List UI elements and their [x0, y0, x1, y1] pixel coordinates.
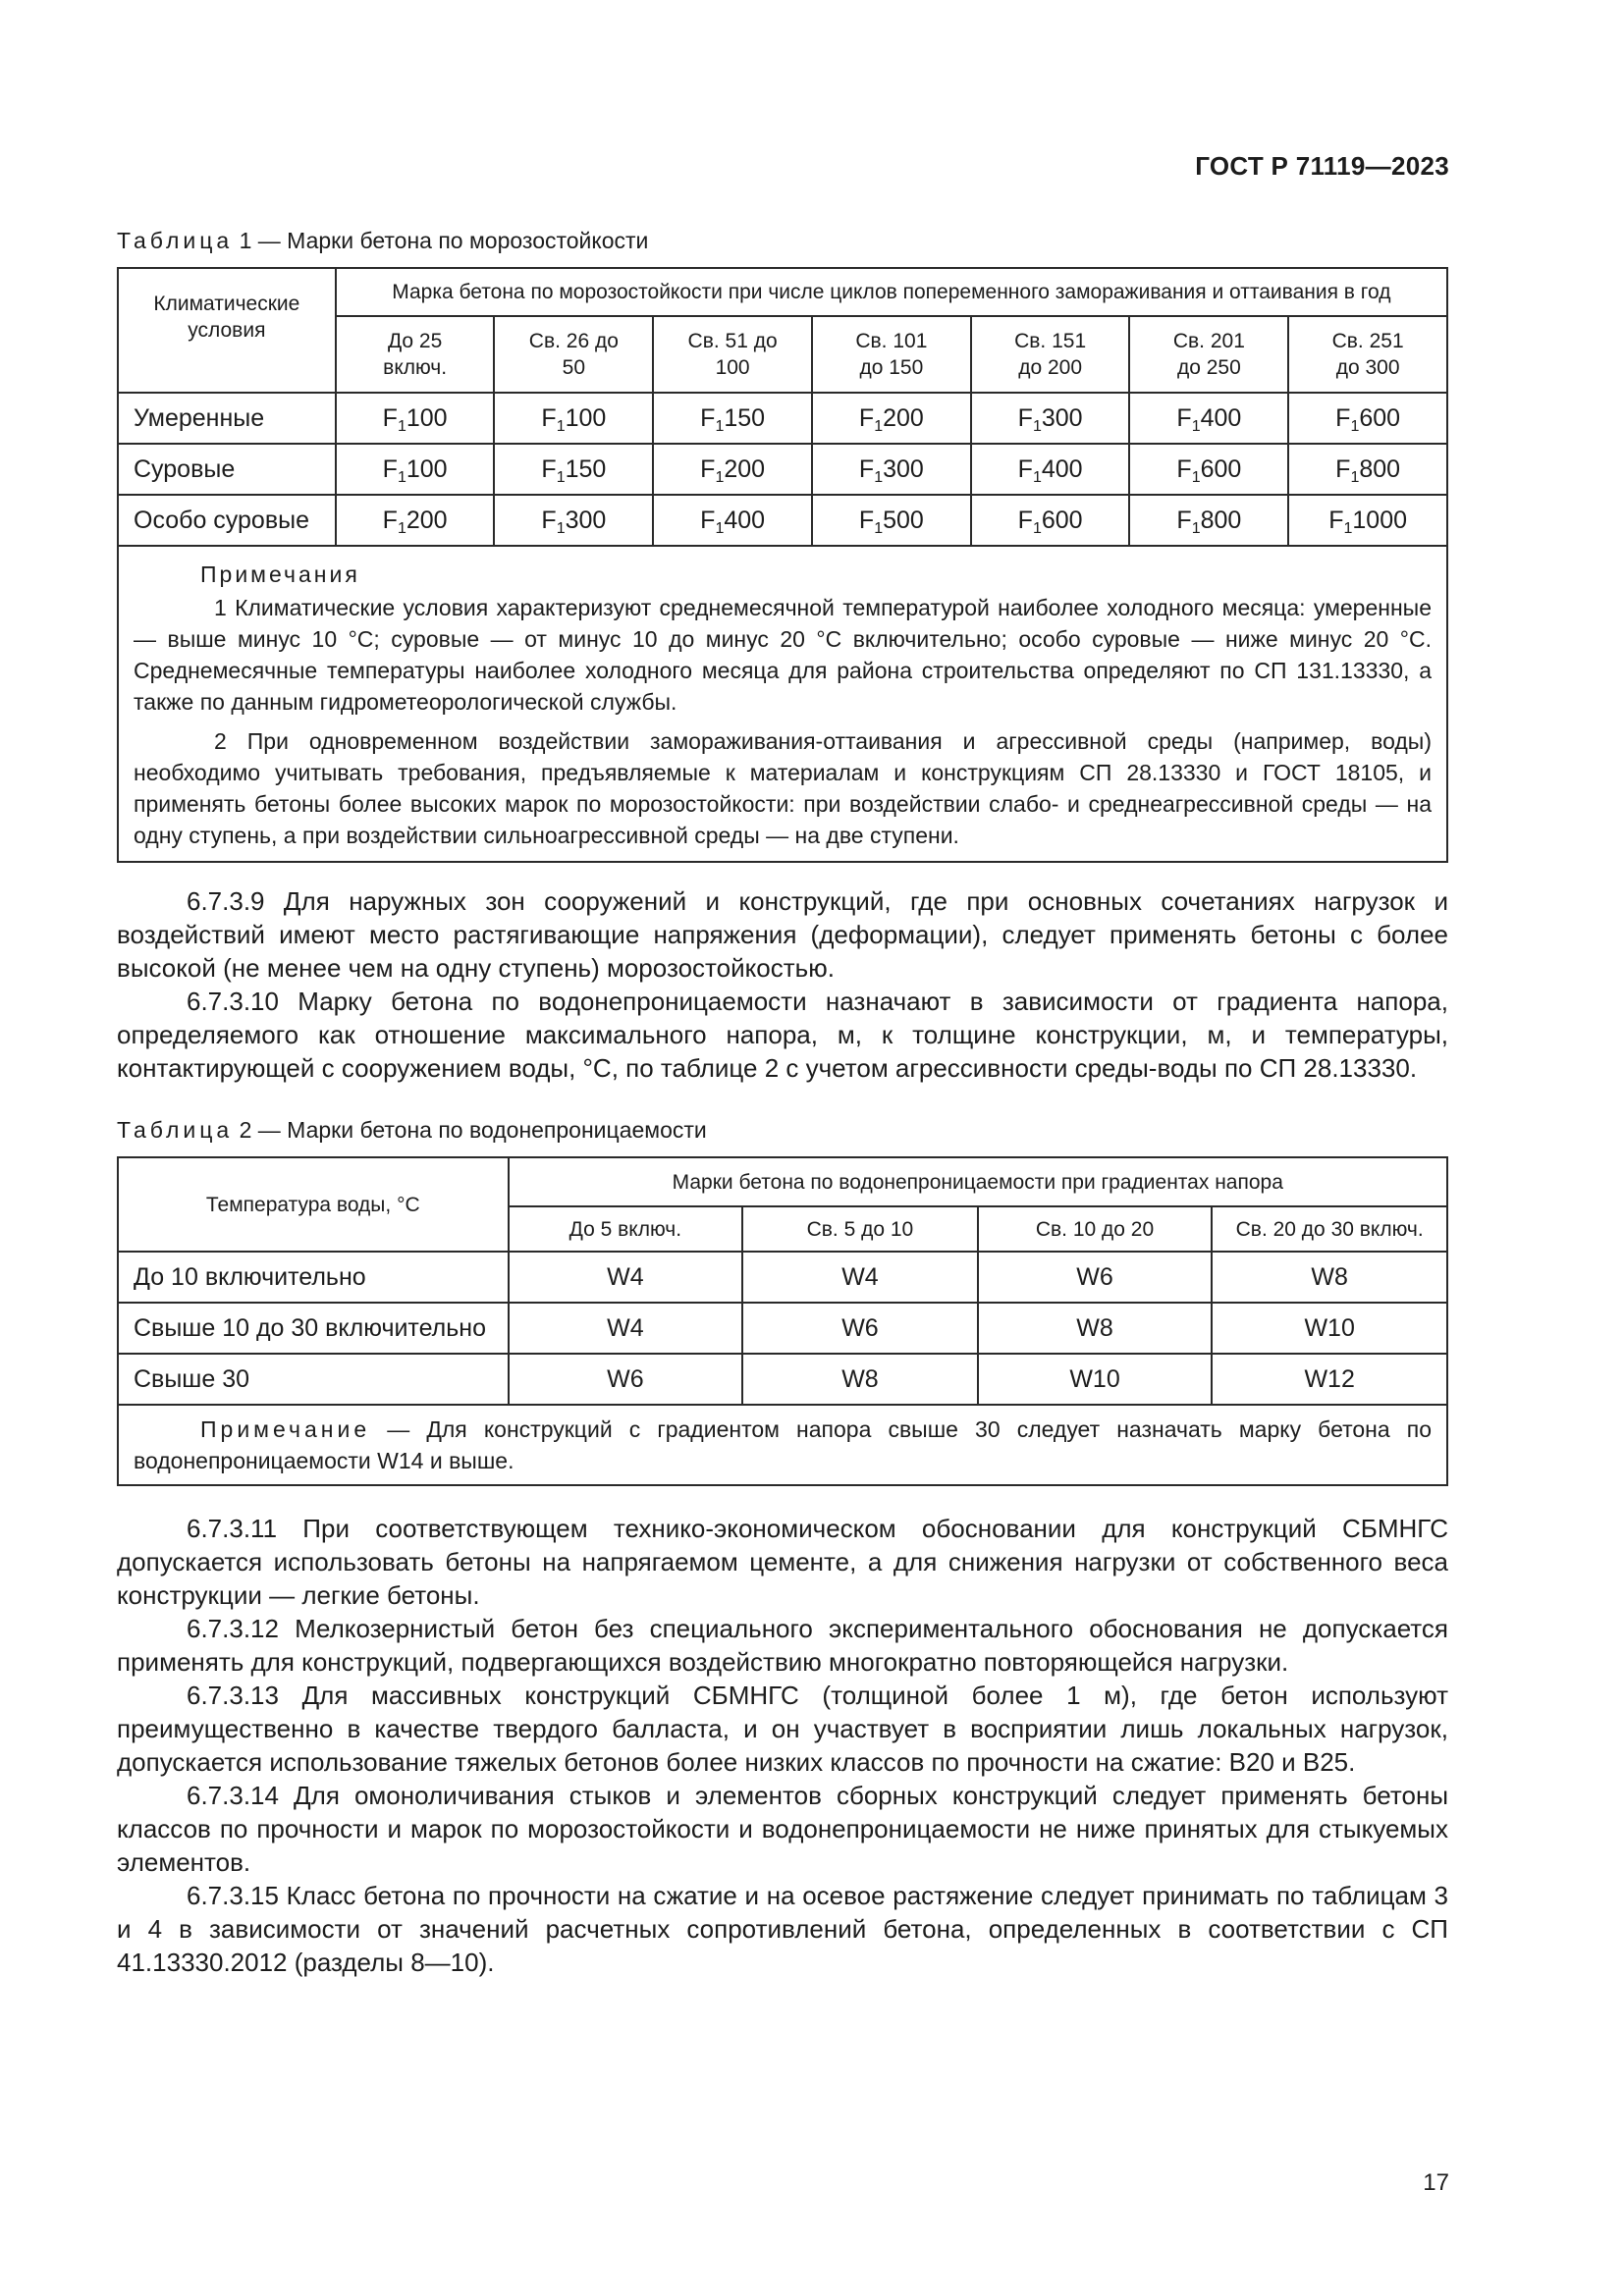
table1-row — [118, 495, 1447, 546]
table1-stub-header: Климатические условия — [118, 268, 336, 393]
table1-row-label: Особо суровые — [118, 495, 336, 546]
table1-row — [118, 393, 1447, 444]
grade-prefix: F — [700, 454, 716, 483]
table1-row-label: Суровые — [118, 444, 336, 495]
table1-note-1: 1 Климатические условия характеризуют среднемесячной температурой наиболее холодного месяца: умеренные — выше минус 10 °С; суровые — от минус 10 до минус 20 °С включительно; особо суровые — ниже минус 20 °С. Среднемесячные температуры наиболее холодного месяца для района строительства определяют по СП 131.13330, а также по данным гидрометеорологической службы. — [134, 595, 1432, 715]
table1-cell — [812, 444, 971, 495]
grade-value: 500 — [883, 506, 924, 534]
grade-value: 100 — [406, 403, 448, 432]
table2-column-header: Св. 20 до 30 включ. — [1212, 1206, 1447, 1252]
table2-cell: W8 — [978, 1303, 1213, 1354]
table2-cell: W6 — [978, 1252, 1213, 1303]
grade-value: 400 — [724, 506, 766, 534]
grade-value: 600 — [1359, 403, 1401, 432]
grade-prefix: F — [541, 454, 557, 483]
table1-note-2: 2 При одновременном воздействии замораживания-оттаивания и агрессивной среды (например, воды) необходимо учитывать требования, предъявляемые к материалам и конструкциям СП 28.13330 и ГОСТ 18105, и применять бетоны более высоких марок по морозостойкости: при воздействии слабо- и среднеагрессивной среды — на одну ступень, а при воздействии сильноагрессивной среды — на две ступени. — [134, 728, 1432, 848]
grade-value: 100 — [406, 454, 448, 483]
grade-value: 200 — [406, 506, 448, 534]
table1-cell — [336, 444, 495, 495]
table1-group-header: Марка бетона по морозостойкости при числе циклов попеременного замораживания и оттаивания в год — [336, 268, 1447, 316]
grade-subscript: 1 — [715, 519, 725, 537]
table2-row — [118, 1354, 1447, 1405]
table1-column-header — [1288, 316, 1447, 393]
paragraph-6-7-3-9: 6.7.3.9 Для наружных зон сооружений и конструкций, где при основных сочетаниях нагрузок и воздействий имеют место растягивающие напряжения (деформации), следует применять бетоны с более высокой (не менее чем на одну ступень) морозостойкостью. — [117, 886, 1448, 983]
table2-cell: W10 — [1212, 1303, 1447, 1354]
table1-cell — [494, 393, 653, 444]
grade-subscript: 1 — [1350, 468, 1360, 486]
table1-cell — [1288, 393, 1447, 444]
grade-subscript: 1 — [1191, 417, 1201, 435]
table2-caption-word: Таблица — [117, 1117, 234, 1143]
table1-column-header — [494, 316, 653, 393]
table1-cell — [971, 393, 1130, 444]
grade-prefix: F — [700, 506, 716, 534]
table2-cell: W4 — [509, 1303, 743, 1354]
grade-prefix: F — [1335, 403, 1351, 432]
table1-cell — [971, 495, 1130, 546]
grade-subscript: 1 — [397, 468, 406, 486]
frost-resistance-table — [117, 267, 1448, 863]
grade-subscript: 1 — [1350, 417, 1360, 435]
table2-cell: W10 — [978, 1354, 1213, 1405]
grade-subscript: 1 — [874, 417, 884, 435]
table2-cell: W6 — [509, 1354, 743, 1405]
table2-column-header: Св. 5 до 10 — [742, 1206, 978, 1252]
water-resistance-table — [117, 1156, 1448, 1486]
table1-column-header — [971, 316, 1130, 393]
table2-note-text: — Для конструкций с градиентом напора свыше 30 следует назначать марку бетона по водонепроницаемости W14 и выше. — [134, 1416, 1432, 1473]
table1-column-header — [336, 316, 495, 393]
grade-subscript: 1 — [556, 468, 566, 486]
grade-value: 300 — [565, 506, 607, 534]
grade-prefix: F — [1335, 454, 1351, 483]
table1-notes-title: Примечания — [200, 561, 360, 587]
grade-value: 150 — [724, 403, 766, 432]
table1-cell — [494, 495, 653, 546]
table1-cell — [336, 495, 495, 546]
table2-caption-title: 2 — Марки бетона по водонепроницаемости — [233, 1117, 707, 1143]
table1-cell — [971, 444, 1130, 495]
table1-caption — [117, 226, 1448, 255]
grade-prefix: F — [700, 403, 716, 432]
table2-row — [118, 1252, 1447, 1303]
grade-subscript: 1 — [1343, 519, 1353, 537]
page-number: 17 — [1423, 2169, 1449, 2196]
table2-cell: W4 — [509, 1252, 743, 1303]
table2-row-label: Свыше 10 до 30 включительно — [118, 1303, 509, 1354]
grade-prefix: F — [1017, 506, 1033, 534]
table1-column-header-text: Св. 26 до 50 — [528, 330, 619, 379]
table2-note — [118, 1405, 1447, 1485]
table1-column-header-text: Св. 151 до 200 — [1014, 330, 1087, 379]
paragraph-6-7-3-12: 6.7.3.12 Мелкозернистый бетон без специального экспериментального обоснования не допускается применять для конструкций, подвергающихся воздействию многократно повторяющейся нагрузки. — [117, 1614, 1448, 1677]
grade-subscript: 1 — [1191, 468, 1201, 486]
table1-caption-title: 1 — Марки бетона по морозостойкости — [233, 228, 649, 253]
grade-value: 300 — [1041, 403, 1083, 432]
table2-row-label: До 10 включительно — [118, 1252, 509, 1303]
grade-subscript: 1 — [874, 468, 884, 486]
table1-column-header — [1129, 316, 1288, 393]
grade-prefix: F — [858, 403, 875, 432]
grade-subscript: 1 — [1191, 519, 1201, 537]
grade-value: 100 — [565, 403, 607, 432]
grade-value: 150 — [565, 454, 607, 483]
table2-row — [118, 1303, 1447, 1354]
grade-value: 600 — [1200, 454, 1242, 483]
table1-notes — [118, 546, 1447, 862]
table1-caption-word: Таблица — [117, 228, 234, 253]
table1-cell — [653, 393, 812, 444]
table1-cell — [336, 393, 495, 444]
table1-cell — [1129, 495, 1288, 546]
page-content — [117, 226, 1448, 1979]
table1-column-header — [653, 316, 812, 393]
grade-prefix: F — [541, 506, 557, 534]
document-designation: ГОСТ Р 71119—2023 — [1195, 151, 1449, 181]
table2-cell: W8 — [1212, 1252, 1447, 1303]
table2-note-title: Примечание — [200, 1416, 371, 1442]
table1-column-header-text: До 25 включ. — [383, 330, 448, 379]
table2-caption — [117, 1115, 1448, 1145]
grade-value: 200 — [883, 403, 924, 432]
paragraph-6-7-3-14: 6.7.3.14 Для омоноличивания стыков и элементов сборных конструкций следует применять бетоны классов по прочности и марок по морозостойкости и водонепроницаемости не ниже принятых для стыкуемых элементов. — [117, 1781, 1448, 1877]
grade-prefix: F — [1176, 506, 1192, 534]
table1-cell — [812, 495, 971, 546]
grade-subscript: 1 — [556, 519, 566, 537]
grade-value: 600 — [1041, 506, 1083, 534]
grade-subscript: 1 — [397, 519, 406, 537]
grade-value: 400 — [1041, 454, 1083, 483]
table1-cell — [653, 495, 812, 546]
grade-prefix: F — [1328, 506, 1344, 534]
grade-prefix: F — [1017, 454, 1033, 483]
table2-cell: W4 — [742, 1252, 978, 1303]
table1-cell — [812, 393, 971, 444]
grade-subscript: 1 — [397, 417, 406, 435]
grade-value: 200 — [724, 454, 766, 483]
table2-column-header: До 5 включ. — [509, 1206, 743, 1252]
grade-prefix: F — [541, 403, 557, 432]
paragraph-6-7-3-13: 6.7.3.13 Для массивных конструкций СБМНГС (толщиной более 1 м), где бетон используют преимущественно в качестве твердого балласта, и он участвует в восприятии лишь локальных нагрузок, допускается использование тяжелых бетонов более низких классов по прочности на сжатие: В20 и В25. — [117, 1681, 1448, 1777]
grade-prefix: F — [382, 454, 398, 483]
grade-subscript: 1 — [556, 417, 566, 435]
grade-prefix: F — [382, 506, 398, 534]
table2-stub-header: Температура воды, °С — [118, 1157, 509, 1252]
table2-column-header: Св. 10 до 20 — [978, 1206, 1213, 1252]
table2-cell: W12 — [1212, 1354, 1447, 1405]
grade-value: 1000 — [1352, 506, 1408, 534]
grade-subscript: 1 — [715, 468, 725, 486]
grade-value: 400 — [1200, 403, 1242, 432]
paragraph-6-7-3-10: 6.7.3.10 Марку бетона по водонепроницаемости назначают в зависимости от градиента напора, определяемого как отношение максимального напора, м, к толщине конструкции, м, и температуры, контактирующей с сооружением воды, °С, по таблице 2 с учетом агрессивности среды-воды по СП 28.13330. — [117, 987, 1448, 1083]
table1-column-header-text: Св. 251 до 300 — [1331, 330, 1404, 379]
table2-cell: W6 — [742, 1303, 978, 1354]
grade-subscript: 1 — [715, 417, 725, 435]
paragraph-6-7-3-15: 6.7.3.15 Класс бетона по прочности на сжатие и на осевое растяжение следует принимать по таблицам 3 и 4 в зависимости от значений расчетных сопротивлений бетона, определенных в соответствии с СП 41.13330.2012 (разделы 8—10). — [117, 1881, 1448, 1977]
grade-prefix: F — [1176, 403, 1192, 432]
table1-column-header-text: Св. 51 до 100 — [687, 330, 778, 379]
table1-column-header-text: Св. 201 до 250 — [1172, 330, 1245, 379]
grade-subscript: 1 — [874, 519, 884, 537]
table1-column-header-text: Св. 101 до 150 — [855, 330, 928, 379]
grade-prefix: F — [382, 403, 398, 432]
grade-prefix: F — [1176, 454, 1192, 483]
table1-row — [118, 444, 1447, 495]
table1-cell — [653, 444, 812, 495]
grade-value: 300 — [883, 454, 924, 483]
grade-value: 800 — [1200, 506, 1242, 534]
table1-cell — [1288, 495, 1447, 546]
table1-column-header — [812, 316, 971, 393]
table1-cell — [1129, 393, 1288, 444]
grade-subscript: 1 — [1032, 417, 1042, 435]
grade-prefix: F — [858, 506, 875, 534]
table1-cell — [494, 444, 653, 495]
table2-group-header: Марки бетона по водонепроницаемости при градиентах напора — [509, 1157, 1447, 1206]
table2-row-label: Свыше 30 — [118, 1354, 509, 1405]
grade-prefix: F — [858, 454, 875, 483]
grade-subscript: 1 — [1032, 519, 1042, 537]
paragraph-6-7-3-11: 6.7.3.11 При соответствующем технико-экономическом обосновании для конструкций СБМНГС допускается использовать бетоны на напрягаемом цементе, а для снижения нагрузки от собственного веса конструкции — легкие бетоны. — [117, 1514, 1448, 1610]
table1-cell — [1129, 444, 1288, 495]
grade-subscript: 1 — [1032, 468, 1042, 486]
table1-row-label: Умеренные — [118, 393, 336, 444]
grade-value: 800 — [1359, 454, 1401, 483]
grade-prefix: F — [1017, 403, 1033, 432]
table2-cell: W8 — [742, 1354, 978, 1405]
table1-cell — [1288, 444, 1447, 495]
